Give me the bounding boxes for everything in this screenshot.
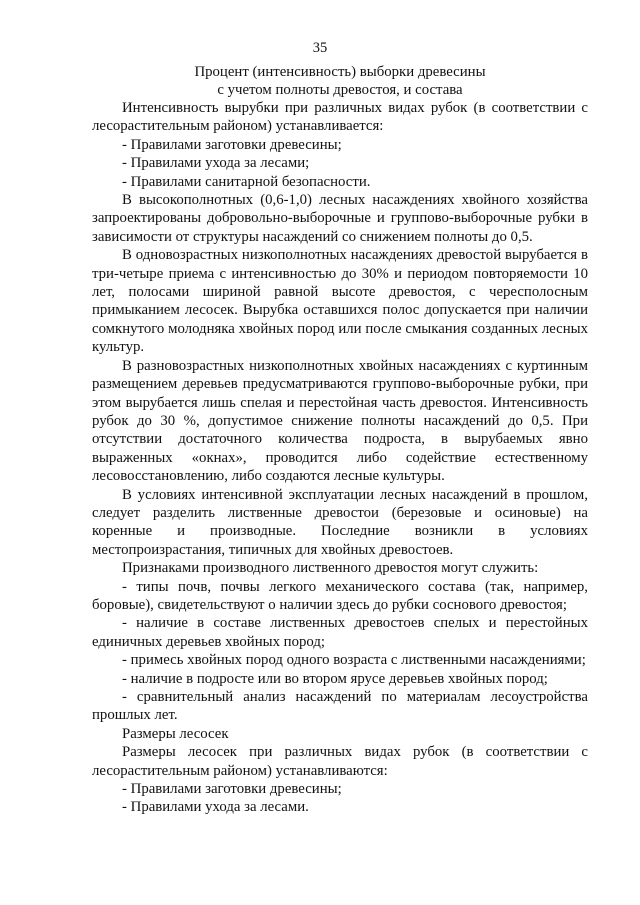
list-item: - Правилами ухода за лесами; [122,155,310,172]
list-item: - сравнительный анализ насаждений по материалам лесоустройства прошлых лет. [92,689,588,724]
paragraph-sizes-intro: Размеры лесосек при различных видах рубок (в соответствии с лесорастительным районом) устанавливаются: [92,744,588,779]
paragraph-deciduous: В условиях интенсивной эксплуатации лесных насаждений в прошлом, следует разделить лиственные древостои (березовые и осиновые) на коренные и производные. Последние возникли в условиях местопроизрастания, типичных для хвойных древостоев. [92,486,588,558]
body-text [92,99,588,817]
list-item: - Правилами санитарной безопасности. [122,173,371,190]
list-item: - примесь хвойных пород одного возраста с лиственными насаждениями; [122,652,586,669]
list-item: - наличие в подросте или во втором ярусе деревьев хвойных пород; [122,670,548,687]
section-title-line-2: с учетом полноты древостоя, и состава [217,82,463,99]
list-item: - наличие в составе лиственных древостоев спелых и перестойных единичных деревьев хвойных пород; [92,615,588,650]
page-number: 35 [312,40,328,56]
list-item: - Правилами заготовки древесины; [122,781,342,798]
paragraph-uneven-aged: В разновозрастных низкополнотных хвойных насаждениях с куртинным размещением деревьев предусматриваются группово-выборочные рубки, при этом вырубается лишь спелая и перестойная часть древостоя. Интенсивность рубок до 30 %, допустимое снижение полноты насаждений до 0,5. При отсутствии достаточного количества подроста, в вырубаемых явно выраженных «окнах», проводится либо содействие естественному лесовосстановлению, либо создаются лесные культуры. [92,357,588,485]
paragraph-intensity-intro: Интенсивность вырубки при различных видах рубок (в соответствии с лесорастительным районом) устанавливается: [92,100,588,135]
paragraph-signs-intro: Признаками производного лиственного древостоя могут служить: [122,560,539,577]
paragraph-even-aged: В одновозрастных низкополнотных насаждениях древостой вырубается в три-четыре приема с интенсивностью до 30% и периодом повторяемости 10 лет, полосами шириной равной высоте древостоя, с чересполосным примыканием лесосек. Вырубка оставшихся полос допускается при наличии сомкнутого молодняка хвойных пород или после смыкания созданных лесных культур. [92,247,588,356]
list-item: - Правилами ухода за лесами. [122,799,309,816]
section-title-line-1: Процент (интенсивность) выборки древесины [194,64,486,80]
list-item: - Правилами заготовки древесины; [122,136,342,153]
subheading-cutting-area-sizes: Размеры лесосек [122,725,229,742]
list-item: - типы почв, почвы легкого механического состава (так, например, боровые), свидетельствуют о наличии здесь до рубки соснового древостоя; [92,578,588,613]
section-title [92,63,588,100]
paragraph-high-density: В высокополнотных (0,6-1,0) лесных насаждениях хвойного хозяйства запроектированы добровольно-выборочные и группово-выборочные рубки в зависимости от структуры насаждений со снижением полноты до 0,5. [92,192,588,245]
